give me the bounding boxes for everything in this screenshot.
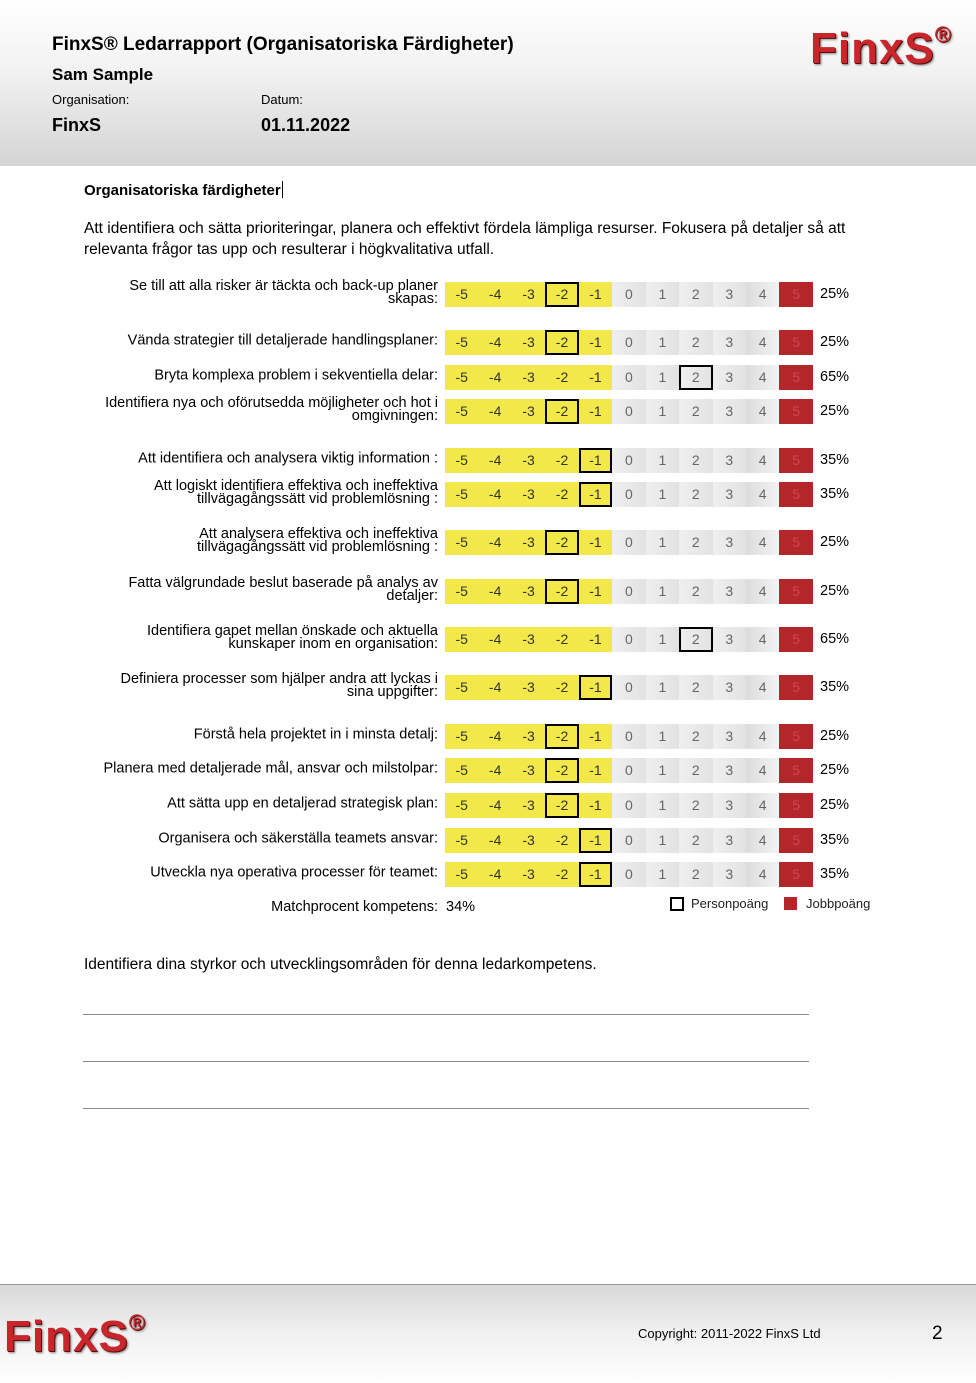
scale-cell: 2 (679, 675, 712, 700)
job-score-cell: 5 (779, 482, 812, 507)
match-percent: 25% (820, 583, 850, 599)
scale-cell: -3 (512, 399, 545, 424)
scale-cell: -1 (579, 579, 612, 604)
scale-cell: -3 (512, 724, 545, 749)
competency-label (78, 577, 438, 603)
scale-cell: 0 (612, 793, 645, 818)
competency-label (78, 480, 438, 506)
job-score-cell: 5 (779, 675, 812, 700)
scale-cell: 0 (612, 828, 645, 853)
scale-cell: -5 (445, 862, 478, 887)
match-value: 34% (446, 899, 476, 915)
competency-label (78, 625, 438, 651)
person-score-cell: 2 (679, 365, 712, 390)
match-percent: 25% (820, 334, 850, 350)
scale-cell: -4 (478, 579, 511, 604)
job-score-cell: 5 (779, 793, 812, 818)
competency-label (78, 367, 438, 384)
scale-cell: 1 (646, 675, 679, 700)
scale-cell: -3 (512, 330, 545, 355)
identify-prompt: Identifiera dina styrkor och utvecklingsområden för denna ledarkompetens. (84, 956, 597, 973)
scale-cell: -4 (478, 365, 511, 390)
scale-cell: 4 (746, 282, 779, 307)
competency-row (0, 672, 976, 700)
job-score-cell: 5 (779, 828, 812, 853)
scale-cell: 3 (713, 724, 746, 749)
scale-cell: 3 (713, 579, 746, 604)
match-label: Matchprocent kompetens: (271, 899, 438, 915)
scale-cell: -1 (579, 330, 612, 355)
person-name: Sam Sample (52, 65, 154, 84)
job-score-legend-label: Jobbpoäng (806, 896, 871, 911)
scale-cell: -3 (512, 482, 545, 507)
scale-cell: -5 (445, 627, 478, 652)
score-scale (445, 627, 813, 652)
job-score-cell: 5 (779, 365, 812, 390)
person-score-cell: -2 (545, 758, 578, 783)
competency-row (0, 576, 976, 604)
scale-cell: -4 (478, 627, 511, 652)
scale-cell: 3 (713, 330, 746, 355)
scale-cell: -1 (579, 399, 612, 424)
scale-cell: -5 (445, 828, 478, 853)
score-scale (445, 724, 813, 749)
competency-label-line: Att identifiera och analysera viktig information : (138, 450, 438, 467)
score-scale (445, 793, 813, 818)
scale-cell: 2 (679, 828, 712, 853)
competency-label-line: omgivningen: (351, 408, 438, 424)
match-percent: 25% (820, 286, 850, 302)
job-score-cell: 5 (779, 627, 812, 652)
job-score-cell: 5 (779, 448, 812, 473)
scale-cell: 0 (612, 758, 645, 783)
competency-row (0, 396, 976, 424)
scale-cell: 0 (612, 365, 645, 390)
scale-cell: -4 (478, 448, 511, 473)
scale-cell: -5 (445, 724, 478, 749)
scale-cell: -2 (545, 482, 578, 507)
organisation-value: FinxS (52, 115, 102, 135)
score-scale (445, 862, 813, 887)
scale-cell: -1 (579, 282, 612, 307)
scale-cell: 4 (746, 330, 779, 355)
scale-cell: 3 (713, 482, 746, 507)
competency-row (0, 445, 976, 473)
match-percent: 35% (820, 866, 850, 882)
competency-label-line: Se till att alla risker är täckta och back-up planer (129, 278, 438, 294)
competency-label-line: kunskaper inom en organisation: (228, 636, 438, 652)
competency-label-line: Vända strategier till detaljerade handlingsplaner: (127, 332, 438, 349)
match-percent: 35% (820, 832, 850, 848)
scale-cell: 4 (746, 365, 779, 390)
scale-cell: -2 (545, 448, 578, 473)
scale-cell: -2 (545, 828, 578, 853)
scale-cell: 2 (679, 758, 712, 783)
job-score-cell: 5 (779, 530, 812, 555)
scale-cell: 1 (646, 724, 679, 749)
scale-cell: -4 (478, 482, 511, 507)
competency-label (78, 528, 438, 554)
scale-cell: -1 (579, 627, 612, 652)
scale-cell: -3 (512, 448, 545, 473)
scale-cell: -3 (512, 828, 545, 853)
scale-cell: 1 (646, 399, 679, 424)
competency-label (78, 673, 438, 699)
scale-cell: -5 (445, 793, 478, 818)
scale-cell: 0 (612, 724, 645, 749)
scale-cell: 1 (646, 530, 679, 555)
match-percent: 35% (820, 486, 850, 502)
scale-cell: 4 (746, 758, 779, 783)
competency-row (0, 624, 976, 652)
match-percent: 65% (820, 369, 850, 385)
person-score-cell: -1 (579, 482, 612, 507)
finxs-footer-logo: FinxS® (4, 1310, 147, 1361)
scale-cell: -3 (512, 675, 545, 700)
scale-cell: -5 (445, 675, 478, 700)
competency-row (0, 721, 976, 749)
competency-label (78, 280, 438, 306)
competency-label (78, 830, 438, 847)
match-percent: 35% (820, 679, 850, 695)
score-scale (445, 828, 813, 853)
scale-cell: 1 (646, 365, 679, 390)
score-scale (445, 675, 813, 700)
scale-cell: 2 (679, 482, 712, 507)
scale-cell: 1 (646, 828, 679, 853)
scale-cell: -5 (445, 282, 478, 307)
scale-cell: 3 (713, 365, 746, 390)
answer-line (83, 1014, 809, 1015)
competency-label (78, 397, 438, 423)
scale-cell: 4 (746, 530, 779, 555)
scale-cell: 2 (679, 448, 712, 473)
scale-cell: 1 (646, 758, 679, 783)
scale-cell: -2 (545, 862, 578, 887)
scale-cell: 3 (713, 627, 746, 652)
person-score-legend-swatch (670, 897, 684, 911)
scale-cell: 4 (746, 724, 779, 749)
job-score-cell: 5 (779, 724, 812, 749)
match-percent: 25% (820, 403, 850, 419)
scale-cell: -1 (579, 724, 612, 749)
match-percent: 25% (820, 728, 850, 744)
scale-cell: 2 (679, 399, 712, 424)
competency-label-line: Identifiera gapet mellan önskade och aktuella (147, 623, 438, 639)
match-percent: 25% (820, 797, 850, 813)
person-score-cell: -2 (545, 530, 578, 555)
person-score-cell: -2 (545, 399, 578, 424)
job-score-cell: 5 (779, 862, 812, 887)
scale-cell: 0 (612, 675, 645, 700)
person-score-cell: -2 (545, 579, 578, 604)
scale-cell: 1 (646, 627, 679, 652)
score-scale (445, 282, 813, 307)
scale-cell: 0 (612, 530, 645, 555)
scale-cell: 4 (746, 579, 779, 604)
scale-cell: -5 (445, 399, 478, 424)
scale-cell: 4 (746, 828, 779, 853)
scale-cell: 3 (713, 399, 746, 424)
competency-label-line: sina uppgifter: (346, 684, 438, 700)
date-label: Datum: (261, 92, 303, 107)
scale-cell: -1 (579, 793, 612, 818)
scale-cell: -4 (478, 862, 511, 887)
section-title: Organisatoriska färdigheter (84, 182, 281, 199)
person-score-cell: -2 (545, 330, 578, 355)
competency-label-line: Fatta välgrundade beslut baserade på analys av (128, 575, 438, 591)
scale-cell: 2 (679, 330, 712, 355)
competency-label (78, 864, 438, 881)
report-header (0, 0, 976, 166)
scale-cell: 1 (646, 282, 679, 307)
scale-cell: 2 (679, 862, 712, 887)
competency-row (0, 755, 976, 783)
scale-cell: -4 (478, 399, 511, 424)
competency-label-line: Förstå hela projektet in i minsta detalj: (193, 726, 438, 743)
person-score-cell: -1 (579, 862, 612, 887)
scale-cell: 3 (713, 793, 746, 818)
competency-label-line: detaljer: (386, 588, 438, 604)
scale-cell: -5 (445, 330, 478, 355)
report-title: FinxS® Ledarrapport (Organisatoriska Färdigheter) (52, 34, 514, 55)
score-scale (445, 758, 813, 783)
scale-cell: -3 (512, 758, 545, 783)
job-score-cell: 5 (779, 330, 812, 355)
person-score-cell: -1 (579, 675, 612, 700)
scale-cell: -3 (512, 862, 545, 887)
scale-cell: 3 (713, 675, 746, 700)
copyright-text: Copyright: 2011-2022 FinxS Ltd (638, 1326, 821, 1341)
scale-cell: 1 (646, 862, 679, 887)
scale-cell: 4 (746, 627, 779, 652)
score-scale (445, 530, 813, 555)
scale-cell: 2 (679, 793, 712, 818)
competency-row (0, 859, 976, 887)
person-score-cell: -2 (545, 724, 578, 749)
scale-cell: 3 (713, 828, 746, 853)
date-value: 01.11.2022 (261, 115, 351, 135)
scale-cell: 0 (612, 399, 645, 424)
scale-cell: 0 (612, 330, 645, 355)
answer-line (83, 1061, 809, 1062)
scale-cell: 0 (612, 282, 645, 307)
job-score-legend-swatch (784, 897, 797, 910)
scale-cell: -4 (478, 530, 511, 555)
competency-label (78, 726, 438, 743)
score-scale (445, 399, 813, 424)
scale-cell: -2 (545, 627, 578, 652)
person-score-cell: -1 (579, 448, 612, 473)
scale-cell: -3 (512, 793, 545, 818)
scale-cell: 3 (713, 448, 746, 473)
scale-cell: 4 (746, 399, 779, 424)
score-scale (445, 448, 813, 473)
competency-row (0, 479, 976, 507)
scale-cell: 3 (713, 862, 746, 887)
scale-cell: -5 (445, 758, 478, 783)
scale-cell: -3 (512, 282, 545, 307)
scale-cell: 2 (679, 530, 712, 555)
score-scale (445, 365, 813, 390)
competency-label-line: tillvägagångssätt vid problemlösning : (197, 539, 438, 555)
scale-cell: 1 (646, 793, 679, 818)
scale-cell: -2 (545, 365, 578, 390)
text-cursor (282, 181, 283, 198)
scale-cell: 0 (612, 482, 645, 507)
organisation-label: Organisation: (52, 92, 130, 107)
scale-cell: -4 (478, 675, 511, 700)
score-scale (445, 330, 813, 355)
scale-cell: -4 (478, 330, 511, 355)
person-score-cell: 2 (679, 627, 712, 652)
scale-cell: 1 (646, 579, 679, 604)
score-scale (445, 482, 813, 507)
person-score-cell: -2 (545, 793, 578, 818)
person-score-cell: -2 (545, 282, 578, 307)
scale-cell: -1 (579, 758, 612, 783)
scale-cell: -4 (478, 724, 511, 749)
competency-label-line: Bryta komplexa problem i sekventiella delar: (154, 367, 438, 384)
scale-cell: -2 (545, 675, 578, 700)
scale-cell: -4 (478, 828, 511, 853)
competency-row (0, 362, 976, 390)
scale-cell: -5 (445, 530, 478, 555)
scale-cell: -3 (512, 579, 545, 604)
scale-cell: 0 (612, 627, 645, 652)
person-score-legend-label: Personpoäng (691, 896, 769, 911)
competency-label-line: Att logiskt identifiera effektiva och ineffektiva (154, 478, 438, 494)
scale-cell: 4 (746, 482, 779, 507)
scale-cell: 3 (713, 530, 746, 555)
finxs-logo: FinxS® (809, 22, 952, 73)
competency-label-line: Att sätta upp en detaljerad strategisk plan: (167, 795, 438, 812)
scale-cell: -5 (445, 365, 478, 390)
scale-cell: -4 (478, 793, 511, 818)
competency-label-line: Utveckla nya operativa processer för teamet: (150, 864, 438, 881)
section-description: Att identifiera och sätta prioriteringar, planera och effektivt fördela lämpliga resurser. Fokusera på detaljer så att relevanta frågor tas upp och resulterar i högkvalitativa utfall. (84, 220, 846, 258)
match-percent: 65% (820, 631, 850, 647)
competency-label-line: Definiera processer som hjälper andra att lyckas i (120, 671, 438, 687)
job-score-cell: 5 (779, 758, 812, 783)
job-score-cell: 5 (779, 282, 812, 307)
scale-cell: -5 (445, 482, 478, 507)
person-score-cell: -1 (579, 828, 612, 853)
competency-label-line: Organisera och säkerställa teamets ansvar: (158, 830, 438, 847)
report-footer (0, 1284, 976, 1383)
competency-row (0, 825, 976, 853)
scale-cell: -3 (512, 530, 545, 555)
page-number: 2 (932, 1323, 943, 1344)
competency-row (0, 327, 976, 355)
answer-line (83, 1108, 809, 1109)
competency-label (78, 450, 438, 467)
job-score-cell: 5 (779, 399, 812, 424)
competency-label-line: Planera med detaljerade mål, ansvar och milstolpar: (103, 760, 438, 777)
competency-label (78, 795, 438, 812)
scale-cell: 0 (612, 862, 645, 887)
match-percent: 25% (820, 762, 850, 778)
scale-cell: 4 (746, 862, 779, 887)
scale-cell: 4 (746, 448, 779, 473)
score-scale (445, 579, 813, 604)
scale-cell: -4 (478, 758, 511, 783)
scale-cell: -1 (579, 530, 612, 555)
scale-cell: -5 (445, 579, 478, 604)
scale-cell: 4 (746, 793, 779, 818)
scale-cell: 2 (679, 724, 712, 749)
scale-cell: 1 (646, 482, 679, 507)
match-percent: 25% (820, 534, 850, 550)
competency-label-line: skapas: (388, 291, 438, 307)
competency-label-line: tillvägagångssätt vid problemlösning : (197, 491, 438, 507)
scale-cell: 0 (612, 448, 645, 473)
competency-row (0, 279, 976, 307)
competency-row (0, 790, 976, 818)
scale-cell: -1 (579, 365, 612, 390)
scale-cell: -3 (512, 365, 545, 390)
competency-row (0, 527, 976, 555)
scale-cell: 2 (679, 579, 712, 604)
competency-label-line: Identifiera nya och oförutsedda möjligheter och hot i (105, 395, 438, 411)
scale-cell: 4 (746, 675, 779, 700)
scale-cell: -4 (478, 282, 511, 307)
competency-label-line: Att analysera effektiva och ineffektiva (199, 526, 438, 542)
scale-cell: 2 (679, 282, 712, 307)
match-percent: 35% (820, 452, 850, 468)
scale-cell: 3 (713, 758, 746, 783)
job-score-cell: 5 (779, 579, 812, 604)
scale-cell: 3 (713, 282, 746, 307)
competency-label (78, 760, 438, 777)
scale-cell: 1 (646, 330, 679, 355)
scale-cell: 1 (646, 448, 679, 473)
scale-cell: -3 (512, 627, 545, 652)
scale-cell: -5 (445, 448, 478, 473)
scale-cell: 0 (612, 579, 645, 604)
competency-label (78, 332, 438, 349)
